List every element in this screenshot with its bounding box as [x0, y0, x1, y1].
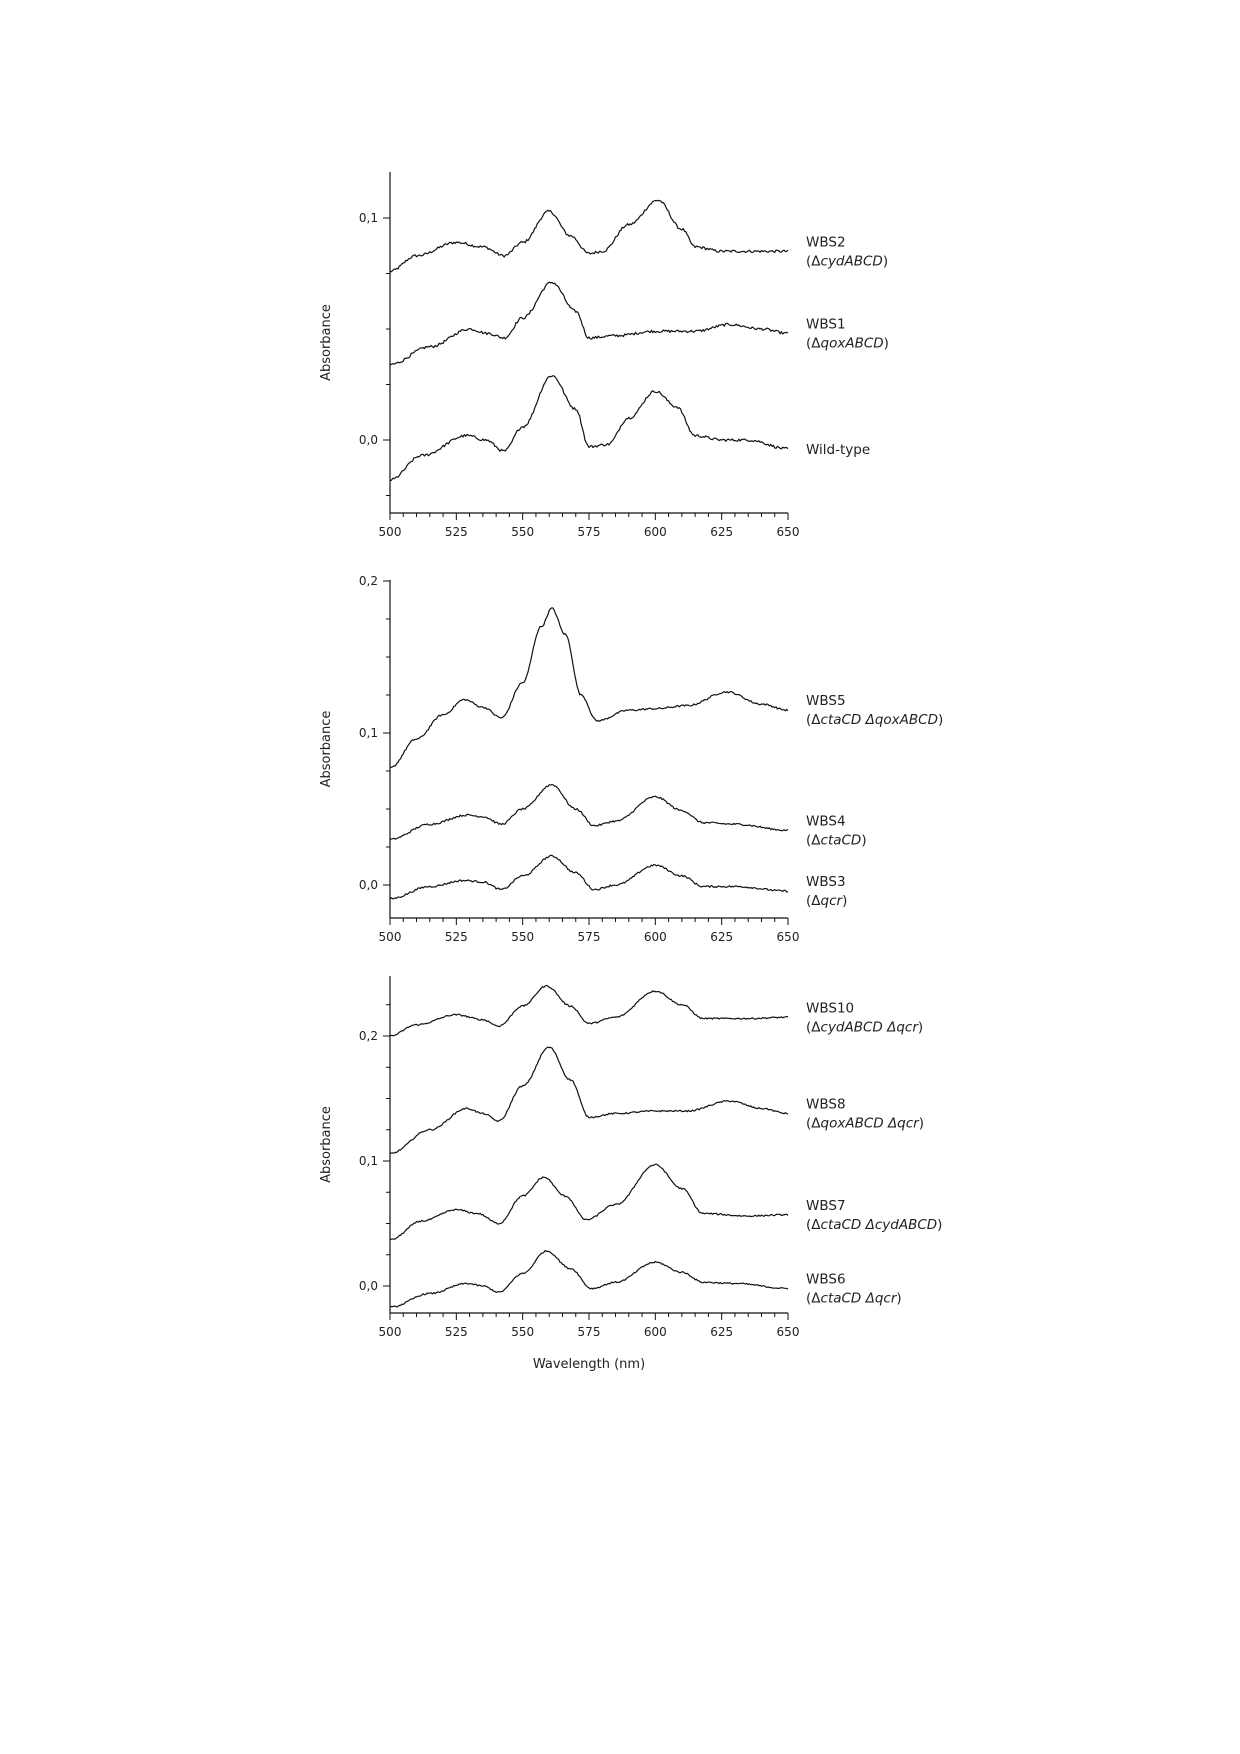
series-genotype-wbs5: (ΔctaCD ΔqoxABCD)	[806, 712, 944, 729]
x-axis-title: Wavelength (nm)	[532, 1357, 646, 1372]
series-line-wbs8	[390, 1047, 788, 1153]
y-tick-label: 0,0	[358, 433, 378, 447]
x-tick-label: 550	[511, 930, 535, 944]
x-tick-label: 650	[776, 1325, 800, 1339]
y-tick-label: 0,0	[358, 878, 378, 892]
x-tick-label: 600	[643, 525, 667, 539]
y-tick-label: 0,0	[358, 1279, 378, 1293]
series-label-wbs5: WBS5	[806, 693, 846, 710]
chart-panel-3	[319, 976, 942, 1372]
x-tick-label: 500	[378, 525, 402, 539]
y-axis-title: Absorbance	[319, 304, 334, 381]
chart-panel-2	[319, 574, 943, 944]
y-tick-label: 0,2	[358, 1029, 378, 1043]
series-label-wbs7: WBS7	[806, 1197, 846, 1214]
y-tick-label: 0,2	[358, 574, 378, 588]
x-tick-label: 525	[444, 1325, 468, 1339]
series-label-wild-type: Wild-type	[806, 441, 871, 458]
y-axis-title: Absorbance	[319, 710, 334, 788]
series-genotype-wbs2: (ΔcydABCD)	[806, 253, 889, 270]
y-tick-label: 0,1	[358, 726, 378, 740]
series-line-wbs1	[390, 282, 788, 364]
series-label-wbs2: WBS2	[806, 234, 846, 251]
series-line-wbs7	[390, 1164, 788, 1240]
y-tick-label: 0,1	[358, 211, 378, 225]
series-label-wbs10: WBS10	[806, 1000, 855, 1017]
series-genotype-wbs7: (ΔctaCD ΔcydABCD)	[806, 1216, 943, 1233]
x-tick-label: 600	[643, 1325, 667, 1339]
series-genotype-wbs4: (ΔctaCD)	[806, 832, 867, 849]
series-line-wbs6	[390, 1251, 788, 1308]
series-line-wbs3	[390, 855, 788, 899]
series-genotype-wbs10: (ΔcydABCD Δqcr)	[806, 1019, 924, 1036]
series-label-wbs4: WBS4	[806, 813, 846, 830]
x-tick-label: 500	[378, 930, 402, 944]
series-label-wbs3: WBS3	[806, 874, 846, 891]
x-tick-label: 625	[710, 1325, 734, 1339]
series-line-wbs10	[390, 985, 788, 1036]
series-line-wbs5	[390, 608, 788, 768]
x-tick-label: 500	[378, 1325, 402, 1339]
x-tick-label: 650	[776, 525, 800, 539]
x-tick-label: 575	[577, 930, 601, 944]
series-genotype-wbs6: (ΔctaCD Δqcr)	[806, 1290, 902, 1307]
x-tick-label: 650	[776, 930, 800, 944]
series-label-wbs8: WBS8	[806, 1096, 846, 1113]
x-tick-label: 525	[444, 930, 468, 944]
series-label-wbs6: WBS6	[806, 1271, 846, 1288]
x-tick-label: 525	[444, 525, 468, 539]
x-tick-label: 600	[643, 930, 667, 944]
x-tick-label: 550	[511, 525, 535, 539]
series-genotype-wbs1: (ΔqoxABCD)	[806, 335, 889, 352]
x-tick-label: 550	[511, 1325, 535, 1339]
x-tick-label: 575	[577, 525, 601, 539]
series-genotype-wbs3: (Δqcr)	[806, 893, 848, 910]
chart-panel-1	[319, 172, 889, 539]
x-tick-label: 625	[710, 525, 734, 539]
x-tick-label: 575	[577, 1325, 601, 1339]
series-line-wbs4	[390, 785, 788, 840]
series-line-wbs2	[390, 200, 788, 271]
y-tick-label: 0,1	[358, 1154, 378, 1168]
series-label-wbs1: WBS1	[806, 316, 846, 333]
series-line-wild-type	[390, 376, 788, 481]
x-tick-label: 625	[710, 930, 734, 944]
series-genotype-wbs8: (ΔqoxABCD Δqcr)	[806, 1115, 925, 1132]
y-axis-title: Absorbance	[319, 1106, 334, 1183]
